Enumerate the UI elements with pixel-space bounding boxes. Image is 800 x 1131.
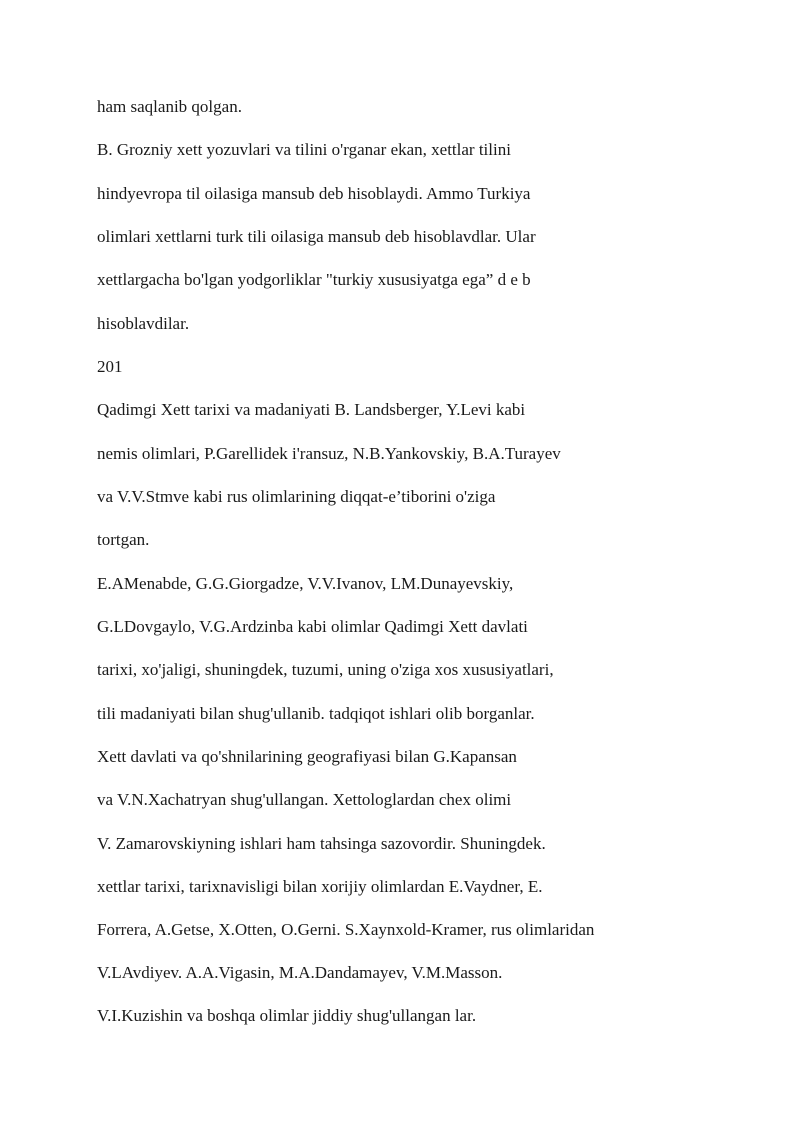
text-line: nemis olimlari, P.Garellidek i'ransuz, N.B.Yankovskiy, B.A.Turayev (97, 444, 561, 463)
text-line: va V.V.Stmve kabi rus olimlarining diqqat-e’tiborini o'ziga (97, 487, 496, 506)
text-line: xettlar tarixi, tarixnavisligi bilan xorijiy olimlardan E.Vaydner, E. (97, 877, 543, 896)
text-line: va V.N.Xachatryan shug'ullangan. Xettologlardan chex olimi (97, 790, 512, 809)
text-line: E.AMenabde, G.G.Giorgadze, V.V.Ivanov, LM.Dunayevskiy, (97, 574, 514, 593)
text-line: Qadimgi Xett tarixi va madaniyati B. Landsberger, Y.Levi kabi (97, 400, 526, 419)
text-line: V. Zamarovskiyning ishlari ham tahsinga sazovordir. Shuningdek. (97, 834, 546, 853)
text-line: olimlari xettlarni turk tili oilasiga mansub deb hisoblavdlar. Ular (97, 227, 536, 246)
text-line: hisoblavdilar. (97, 314, 190, 333)
text-line: tortgan. (97, 530, 150, 549)
text-line: V.I.Kuzishin va boshqa olimlar jiddiy shug'ullangan lar. (97, 1006, 477, 1025)
text-line: Forrera, A.Getse, X.Otten, O.Gerni. S.Xaynxold-Kramer, rus olimlaridan (97, 920, 595, 939)
text-line: ham saqlanib qolgan. (97, 97, 242, 116)
page-number: 201 (97, 357, 123, 376)
text-line: Xett davlati va qo'shnilarining geografiyasi bilan G.Kapansan (97, 747, 517, 766)
text-line: V.LAvdiyev. A.A.Vigasin, M.A.Dandamayev, V.M.Masson. (97, 963, 503, 982)
text-line: G.LDovgaylo, V.G.Ardzinba kabi olimlar Qadimgi Xett davlati (97, 617, 528, 636)
text-line: B. Grozniy xett yozuvlari va tilini o'rganar ekan, xettlar tilini (97, 140, 511, 159)
text-line: tili madaniyati bilan shug'ullanib. tadqiqot ishlari olib borganlar. (97, 704, 535, 723)
text-line: tarixi, xo'jaligi, shuningdek, tuzumi, uning o'ziga xos xususiyatlari, (97, 660, 554, 679)
text-line: xettlargacha bo'lgan yodgorliklar "turkiy xususiyatga ega” d e b (97, 270, 531, 289)
text-line: hindyevropa til oilasiga mansub deb hisoblaydi. Ammo Turkiya (97, 184, 531, 203)
